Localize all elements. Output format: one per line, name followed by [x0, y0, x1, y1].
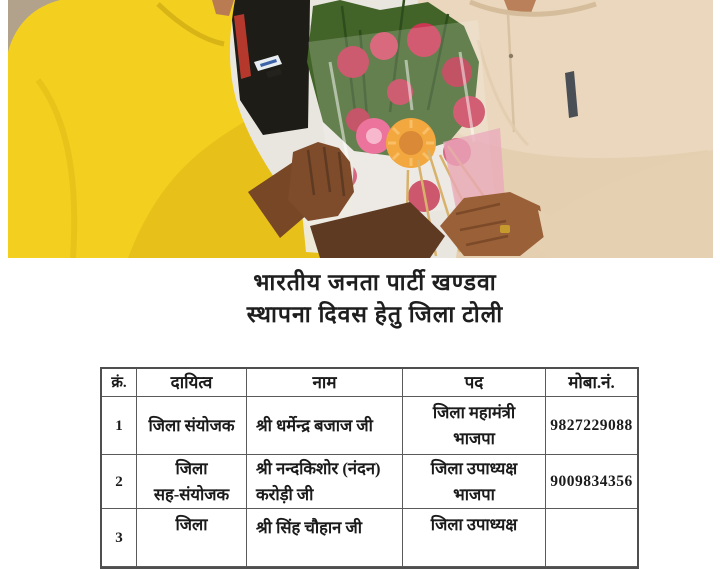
table-cell-sr: 1	[102, 397, 137, 455]
gold-ring	[500, 225, 510, 233]
page-title	[0, 267, 720, 331]
table-cell-duty: जिला	[137, 509, 247, 567]
table-cell-duty: जिला संयोजक	[137, 397, 247, 455]
table-cell-sr: 3	[102, 509, 137, 567]
header-cell-name: नाम	[247, 369, 403, 397]
header-cell-post: पद	[403, 369, 546, 397]
table-cell-post: जिला महामंत्री भाजपा	[403, 397, 546, 455]
table-cell-name: श्री सिंह चौहान जी	[247, 509, 403, 567]
header-cell-duty: दायित्व	[137, 369, 247, 397]
table-cell-mobile: 9009834356	[546, 455, 637, 509]
table-cell-post: जिला उपाध्यक्ष भाजपा	[403, 455, 546, 509]
table-cell-mobile: 9827229088	[546, 397, 637, 455]
event-photo	[8, 0, 713, 258]
table-cell-duty: जिला सह-संयोजक	[137, 455, 247, 509]
table-cell-name: श्री नन्दकिशोर (नंदन) करोड़ी जी	[247, 455, 403, 509]
header-cell-mobile: मोबा.नं.	[546, 369, 637, 397]
header-cell-sr: क्रं.	[102, 369, 137, 397]
title-line-2: स्थापना दिवस हेतु जिला टोली	[246, 302, 504, 327]
event-photo-illustration	[8, 0, 713, 258]
table-cell-name: श्री धर्मेन्द्र बजाज जी	[247, 397, 403, 455]
title-line-1: भारतीय जनता पार्टी खण्डवा	[253, 270, 497, 295]
team-table	[100, 367, 639, 569]
table-cell-mobile	[546, 509, 637, 567]
table-cell-post: जिला उपाध्यक्ष	[403, 509, 546, 567]
table-cell-sr: 2	[102, 455, 137, 509]
